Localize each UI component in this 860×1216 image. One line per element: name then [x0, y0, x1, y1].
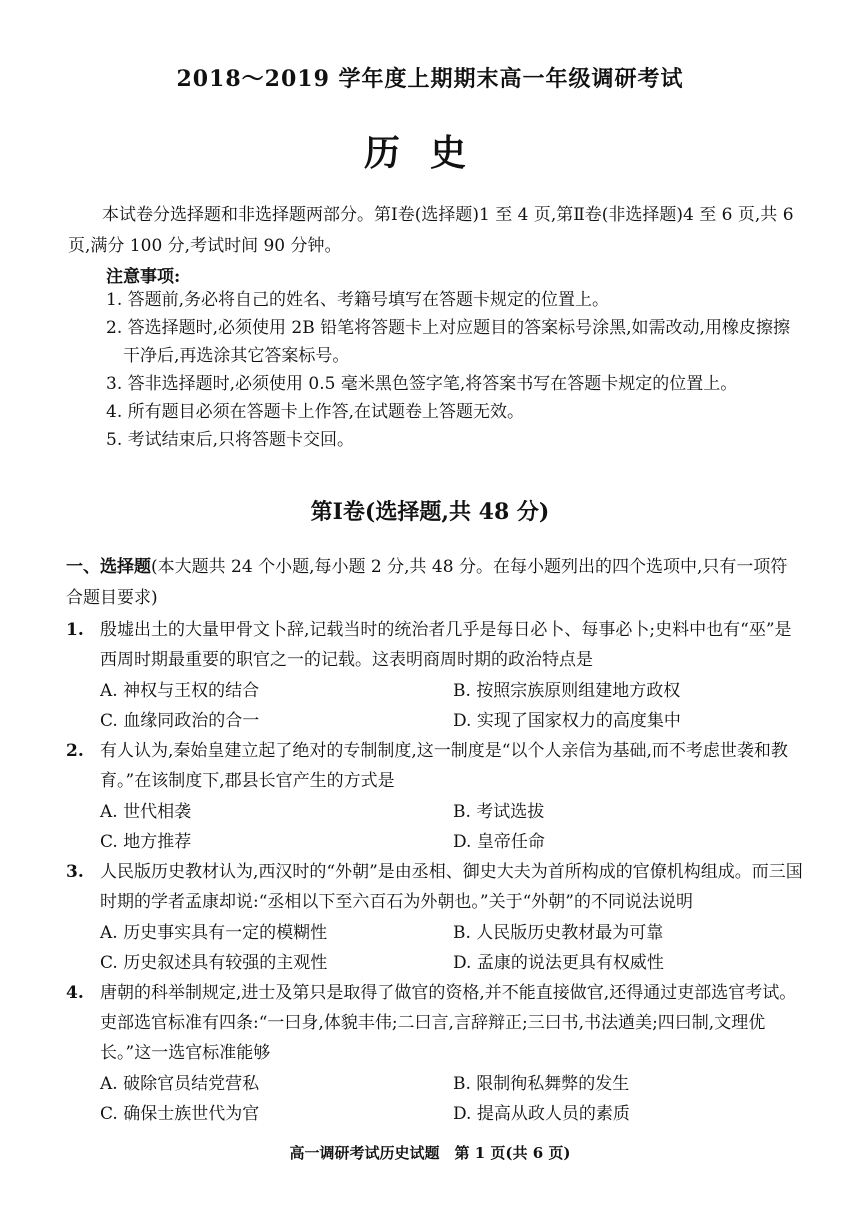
- option-c: C. 地方推荐: [100, 832, 192, 852]
- page-footer: 高一调研考试历史试题 第 1 页(共 6 页): [289, 1144, 571, 1162]
- question-number: 3.: [66, 862, 84, 882]
- exam-title: 2018～2019 学年度上期期末高一年级调研考试: [176, 66, 684, 92]
- exam-intro: 本试卷分选择题和非选择题两部分。第Ⅰ卷(选择题)1 至 4 页,第Ⅱ卷(非选择题)4 至 6 页,共 6 页,满分 100 分,考试时间 90 分钟。: [68, 205, 794, 256]
- option-b: B. 按照宗族原则组建地方政权: [453, 681, 681, 701]
- option-d: D. 提高从政人员的素质: [453, 1104, 630, 1124]
- option-c: C. 确保士族世代为官: [100, 1104, 260, 1124]
- question-number: 4.: [66, 983, 84, 1003]
- question-options: [66, 918, 806, 978]
- question-number: 1.: [66, 620, 84, 640]
- section-title: 第Ⅰ卷(选择题,共 48 分): [310, 499, 550, 525]
- option-d: D. 实现了国家权力的高度集中: [453, 711, 681, 731]
- question-text: 人民版历史教材认为,西汉时的“外朝”是由丞相、御史大夫为首所构成的官僚机构组成。而三国时期的学者孟康却说:“丞相以下至六百石为外朝也。”关于“外朝”的不同说法说明: [100, 862, 803, 912]
- option-a: A. 世代相袭: [100, 802, 192, 822]
- subject-title: 历史: [363, 132, 496, 174]
- notes-heading: 注意事项:: [106, 267, 181, 287]
- notes-list: [106, 286, 806, 454]
- option-a: A. 历史事实具有一定的模糊性: [100, 923, 328, 943]
- question-3: [66, 857, 806, 978]
- question-stem: [66, 978, 806, 1068]
- part-instructions: [66, 552, 804, 614]
- question-text: 唐朝的科举制规定,进士及第只是取得了做官的资格,并不能直接做官,还得通过吏部选官考试。吏部选官标准有四条:“一曰身,体貌丰伟;二曰言,言辞辩正;三曰书,书法遒美;四曰制,文理优长。”这一选官标准能够: [100, 983, 797, 1063]
- question-number: 2.: [66, 741, 84, 761]
- option-d: D. 皇帝任命: [453, 832, 545, 852]
- note-item: 3. 答非选择题时,必须使用 0.5 毫米黑色签字笔,将答案书写在答题卡规定的位置上。: [106, 374, 738, 394]
- part-description: (本大题共 24 个小题,每小题 2 分,共 48 分。在每小题列出的四个选项中,只有一项符合题目要求): [66, 557, 788, 608]
- option-a: A. 破除官员结党营私: [100, 1074, 260, 1094]
- question-stem: [66, 615, 806, 675]
- question-options: [66, 676, 806, 736]
- part-label: 一、选择题: [66, 557, 151, 577]
- note-item: 2. 答选择题时,必须使用 2B 铅笔将答题卡上对应题目的答案标号涂黑,如需改动,用橡皮擦擦干净后,再选涂其它答案标号。: [106, 318, 790, 366]
- note-item: 5. 考试结束后,只将答题卡交回。: [106, 430, 355, 450]
- question-stem: [66, 736, 806, 796]
- option-b: B. 人民版历史教材最为可靠: [453, 923, 664, 943]
- question-text: 有人认为,秦始皇建立起了绝对的专制制度,这一制度是“以个人亲信为基础,而不考虑世袭和教育。”在该制度下,郡县长官产生的方式是: [100, 741, 788, 791]
- note-item: 4. 所有题目必须在答题卡上作答,在试题卷上答题无效。: [106, 402, 525, 422]
- question-4: [66, 978, 806, 1129]
- option-d: D. 孟康的说法更具有权威性: [453, 953, 664, 973]
- note-item: 1. 答题前,务必将自己的姓名、考籍号填写在答题卡规定的位置上。: [106, 290, 610, 310]
- option-c: C. 血缘同政治的合一: [100, 711, 260, 731]
- option-b: B. 考试选拔: [453, 802, 545, 822]
- question-2: [66, 736, 806, 857]
- question-options: [66, 1069, 806, 1129]
- option-a: A. 神权与王权的结合: [100, 681, 260, 701]
- question-options: [66, 797, 806, 857]
- question-stem: [66, 857, 806, 917]
- option-b: B. 限制徇私舞弊的发生: [453, 1074, 630, 1094]
- question-1: [66, 615, 806, 736]
- option-c: C. 历史叙述具有较强的主观性: [100, 953, 328, 973]
- question-text: 殷墟出土的大量甲骨文卜辞,记载当时的统治者几乎是每日必卜、每事必卜;史料中也有“巫”是西周时期最重要的职官之一的记载。这表明商周时期的政治特点是: [100, 620, 792, 670]
